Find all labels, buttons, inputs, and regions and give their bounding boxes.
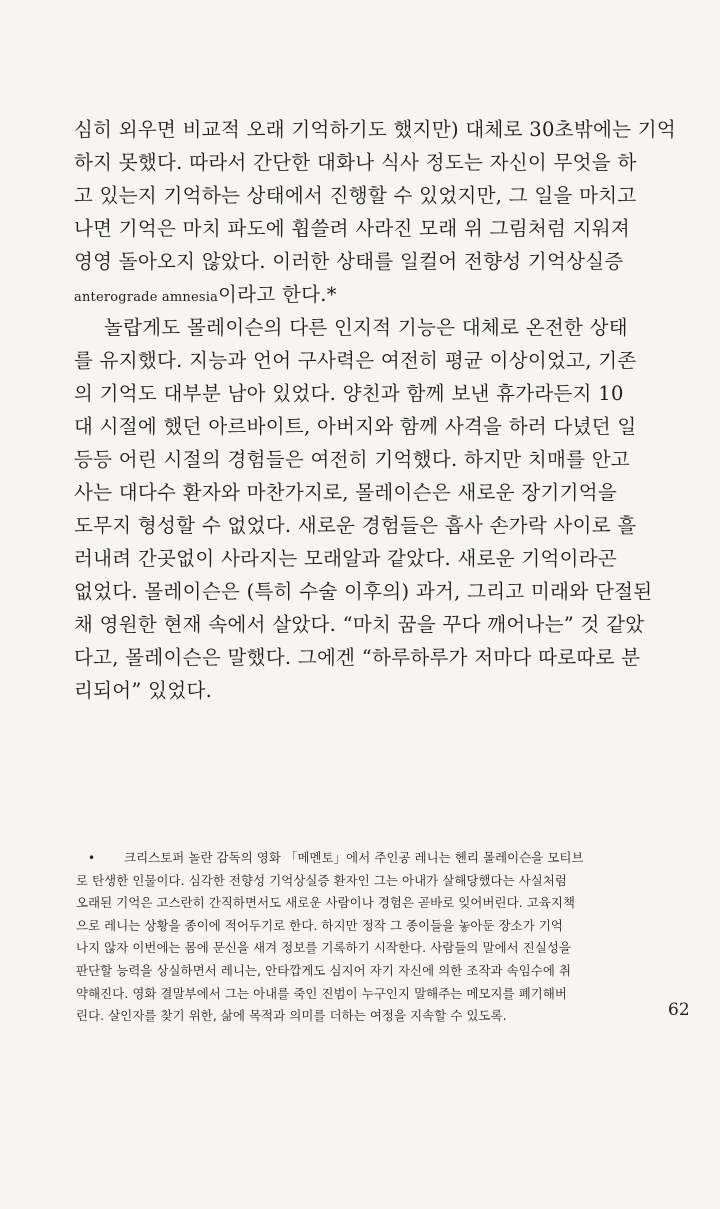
text-line-rest: 이라고 한다.*: [218, 283, 337, 306]
text-line: 등등 어린 시절의 경험들은 여전히 기억했다. 하지만 치매를 안고: [74, 448, 631, 471]
footnote-line: 로 탄생한 인물이다. 심각한 전향성 기억상실증 환자인 그는 아내가 살해당했다는 사실처럼: [76, 872, 567, 888]
footnote-marker: •: [88, 851, 96, 865]
text-line: 사는 대다수 환자와 마찬가지로, 몰레이슨은 새로운 장기기억을: [74, 481, 618, 504]
text-line: 리되어” 있었다.: [74, 679, 213, 702]
text-line: 대 시절에 했던 아르바이트, 아버지와 함께 사격을 하러 다녔던 일: [74, 415, 637, 438]
text-line: 고 있는지 기억하는 상태에서 진행할 수 있었지만, 그 일을 마치고: [74, 184, 637, 207]
latin-term: anterograde amnesia: [74, 290, 219, 305]
text-line: 없었다. 몰레이슨은 (특히 수술 이후의) 과거, 그리고 미래와 단절된: [74, 580, 653, 603]
text-line: 하지 못했다. 따라서 간단한 대화나 식사 정도는 자신이 무엇을 하: [74, 151, 637, 174]
footnote-text: 크리스토퍼 놀란 감독의 영화 「메멘토」에서 주인공 레니는 헨리 몰레이슨을 모티브: [124, 850, 584, 865]
footnote-line: 나지 않자 이번에는 몸에 문신을 새겨 정보를 기록하기 시작한다. 사람들의 말에서 진실성을: [76, 940, 572, 956]
footnote-line: 으로 레니는 상황을 종이에 적어두기로 한다. 하지만 정작 그 종이들을 놓아둔 장소가 기억: [76, 917, 563, 933]
text-line: 도무지 형성할 수 없었다. 새로운 경험들은 흡사 손가락 사이로 흘: [74, 514, 637, 537]
text-line: 나면 기억은 마치 파도에 휩쓸려 사라진 모래 위 그림처럼 지워져: [74, 217, 631, 240]
footnote-line: 약해진다. 영화 결말부에서 그는 아내를 죽인 진범이 누구인지 말해주는 메모지를 폐기해버: [76, 985, 567, 1001]
footnote-line: 오래된 기억은 고스란히 간직하면서도 새로운 사람이나 경험은 곧바로 잊어버린다. 고육지책: [76, 895, 576, 911]
text-line: 심히 외우면 비교적 오래 기억하기도 했지만) 대체로 30초밖에는 기억: [74, 118, 677, 141]
text-line: 다고, 몰레이슨은 말했다. 그에겐 “하루하루가 저마다 따로따로 분: [74, 646, 641, 669]
paragraph-start: 놀랍게도 몰레이슨의 다른 인지적 기능은 대체로 온전한 상태: [104, 316, 628, 339]
text-line-term: [74, 278, 614, 311]
text-line: 채 영원한 현재 속에서 살았다. “마치 꿈을 꾸다 깨어나는” 것 같았: [74, 613, 645, 636]
footnote-line: 린다. 살인자를 찾기 위한, 삶에 목적과 의미를 더하는 여정을 지속할 수 있도록.: [76, 1008, 507, 1024]
text-line: 영영 돌아오지 않았다. 이러한 상태를 일컬어 전향성 기억상실증: [74, 250, 624, 273]
footnote: [76, 847, 606, 1028]
page-number: 62: [668, 1000, 690, 1020]
footnote-line: 판단할 능력을 상실하면서 레니는, 안타깝게도 심지어 자기 자신에 의한 조작과 속임수에 취: [76, 962, 572, 978]
text-line: 를 유지했다. 지능과 언어 구사력은 여전히 평균 이상이었고, 기존: [74, 349, 637, 372]
footnote-first-line: [76, 847, 606, 870]
text-line: 러내려 간곳없이 사라지는 모래알과 같았다. 새로운 기억이라곤: [74, 547, 618, 570]
text-line: 의 기억도 대부분 남아 있었다. 양친과 함께 보낸 휴가라든지 10: [74, 382, 624, 405]
body-text: [74, 113, 677, 707]
